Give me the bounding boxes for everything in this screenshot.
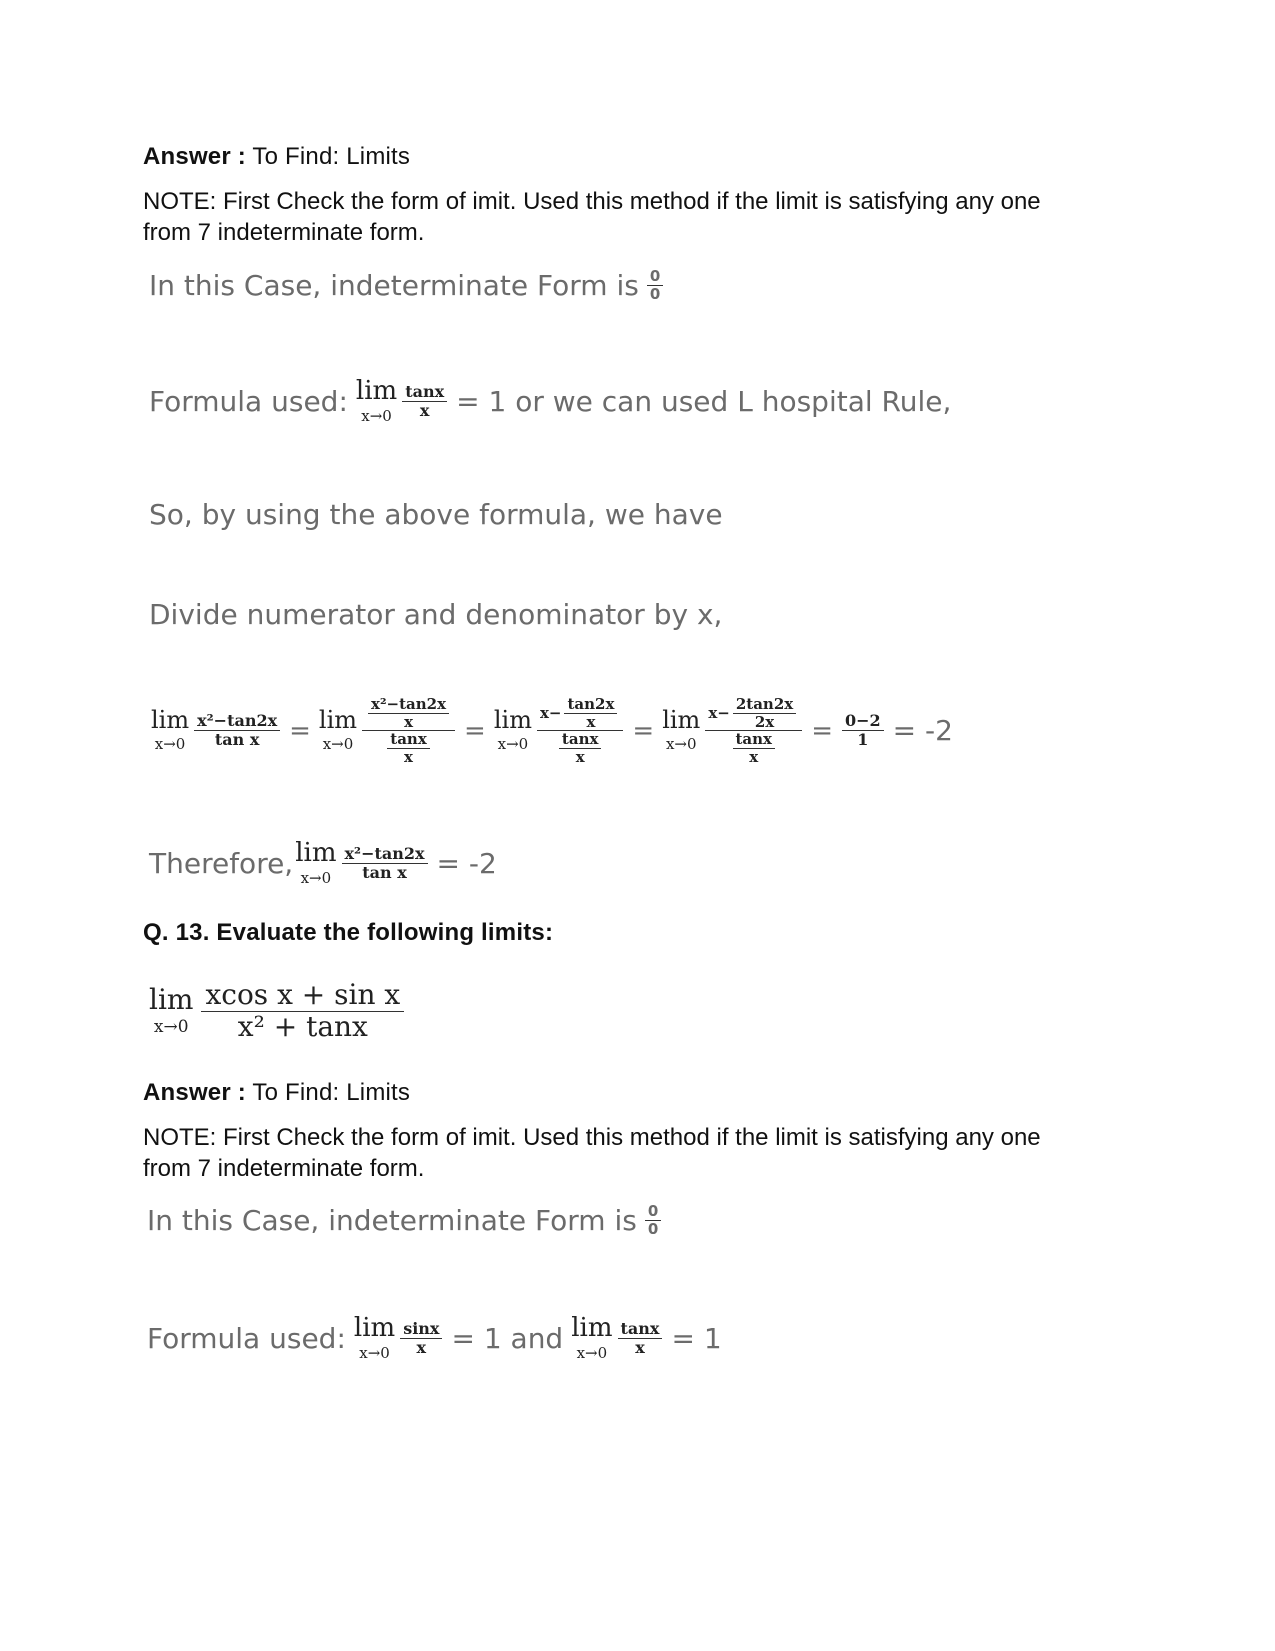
tanx-over-x: [618, 1320, 663, 1356]
lim-subscript: x→0: [154, 735, 186, 753]
numerator: x²−tan2x: [371, 695, 447, 713]
lim-word: lim: [355, 376, 398, 406]
case-text: In this Case, indeterminate Form is: [149, 268, 639, 302]
numerator: tanx: [405, 382, 445, 402]
limit-operator: [662, 708, 700, 753]
note-line-1: NOTE: First Check the form of imit. Used this method if the limit is satisfying any one: [143, 1124, 1041, 1151]
answer-line-2: [143, 1077, 410, 1108]
numerator: 0−2: [845, 711, 881, 731]
formula-middle: = 1 and: [451, 1322, 564, 1355]
answer-line: [143, 141, 410, 172]
numerator: x²−tan2x: [197, 711, 278, 731]
lim-subscript: x→0: [665, 735, 697, 753]
note-line-2: from 7 indeterminate form.: [143, 1155, 425, 1182]
numerator: tanx: [561, 730, 599, 748]
lim-word: lim: [151, 706, 190, 734]
indeterminate-form-line: [149, 268, 666, 302]
note-paragraph-2: [143, 1122, 1103, 1184]
lim-subscript: x→0: [153, 1016, 189, 1037]
form-fraction: [645, 1203, 661, 1237]
denominator: x: [404, 712, 414, 731]
numerator: xcos x + sin x: [205, 978, 401, 1011]
lim-word: lim: [149, 982, 194, 1016]
answer-label: Answer :: [143, 143, 246, 170]
lim-subscript: x→0: [322, 735, 354, 753]
lim-word: lim: [571, 1313, 613, 1343]
denominator: x: [749, 747, 759, 766]
numerator: tan2x: [567, 695, 615, 713]
fraction-1: [194, 712, 280, 748]
note-line-2: from 7 indeterminate form.: [143, 219, 425, 246]
denominator: tan x: [362, 863, 407, 882]
denominator: x² + tanx: [237, 1009, 368, 1043]
divide-line: Divide numerator and denominator by x,: [149, 598, 723, 631]
denominator: x: [419, 401, 430, 420]
inner-fraction: [368, 696, 449, 730]
compound-numerator: [705, 696, 802, 730]
lim-subscript: x→0: [359, 1344, 390, 1362]
case-text: In this Case, indeterminate Form is: [147, 1203, 637, 1237]
tanx-over-x: [402, 383, 447, 419]
compound-numerator: [537, 696, 623, 730]
limit-operator: [356, 378, 397, 425]
form-numerator: 0: [649, 267, 661, 285]
therefore-fraction: [342, 845, 428, 881]
lim-word: lim: [295, 838, 337, 868]
fraction-4: [705, 696, 802, 765]
limit-operator: [571, 1315, 612, 1362]
inner-fraction: [387, 731, 430, 765]
equals-sign: =: [632, 715, 655, 746]
equals-sign: =: [289, 715, 311, 746]
equals-sign: =: [811, 715, 833, 746]
answer-label: Answer :: [143, 1079, 246, 1106]
inner-fraction: [733, 696, 796, 730]
inner-fraction: [733, 731, 776, 765]
compound-denominator: [553, 731, 608, 765]
formula-label: Formula used:: [147, 1322, 346, 1355]
q13-fraction: [201, 980, 404, 1043]
denominator: x: [575, 747, 585, 766]
formula-rest: = 1 or we can used L hospital Rule,: [456, 385, 952, 418]
denominator: x: [404, 747, 413, 766]
denominator: 2x: [754, 712, 775, 731]
prefix: x−: [708, 703, 730, 722]
lim-word: lim: [493, 706, 532, 734]
lim-word: lim: [353, 1313, 396, 1343]
therefore-result: = -2: [436, 847, 497, 880]
fraction-2: [362, 696, 455, 765]
compound-numerator: [362, 696, 455, 730]
denominator: x: [586, 712, 596, 731]
compound-denominator: [727, 731, 782, 765]
numerator: 2tan2x: [735, 695, 794, 713]
lim-subscript: x→0: [576, 1344, 608, 1362]
formula-label: Formula used:: [149, 385, 348, 418]
numerator: tanx: [735, 730, 772, 748]
fraction-5: [842, 712, 884, 748]
formula-line-2: [147, 1315, 722, 1362]
limit-operator: [494, 708, 532, 753]
note-line-1: NOTE: First Check the form of imit. Used this method if the limit is satisfying any one: [143, 188, 1041, 215]
numerator: x²−tan2x: [344, 844, 425, 864]
equation-chain: [149, 696, 959, 765]
limit-operator: [151, 708, 189, 753]
prefix: x−: [539, 703, 562, 722]
to-find-text: To Find: Limits: [252, 1079, 411, 1106]
inner-fraction: [559, 731, 602, 765]
therefore-line: [149, 840, 497, 887]
note-paragraph: [143, 186, 1103, 248]
limit-operator: [354, 1315, 395, 1362]
limit-operator: [149, 982, 194, 1037]
numerator: sinx: [403, 1319, 440, 1339]
lim-subscript: x→0: [361, 407, 392, 425]
therefore-label: Therefore,: [149, 847, 294, 880]
sinx-over-x: [400, 1320, 442, 1356]
limit-operator: [319, 708, 357, 753]
formula-line-1: [149, 378, 951, 425]
equals-sign: =: [464, 715, 486, 746]
to-find-text: To Find: Limits: [252, 143, 411, 170]
limit-operator: [295, 840, 336, 887]
fraction-3: [537, 696, 623, 765]
lim-subscript: x→0: [300, 869, 332, 887]
question-13-expression: [147, 980, 407, 1043]
numerator: tanx: [390, 730, 427, 748]
compound-denominator: [381, 731, 436, 765]
form-denominator: 0: [649, 284, 661, 303]
denominator: x: [635, 1338, 645, 1357]
form-fraction: [647, 268, 663, 302]
denominator: 1: [857, 730, 869, 749]
formula-end: = 1: [671, 1322, 722, 1355]
inner-fraction: [564, 696, 617, 730]
form-numerator: 0: [647, 1202, 659, 1220]
so-line: So, by using the above formula, we have: [149, 498, 723, 531]
question-13-title: Q. 13. Evaluate the following limits:: [143, 919, 554, 946]
chain-result: = -2: [892, 714, 953, 747]
lim-word: lim: [318, 706, 358, 734]
denominator: tan x: [214, 730, 260, 749]
denominator: x: [416, 1338, 427, 1357]
lim-subscript: x→0: [497, 735, 529, 753]
form-denominator: 0: [647, 1219, 659, 1238]
lim-word: lim: [662, 706, 701, 734]
indeterminate-form-line-2: [147, 1203, 664, 1237]
numerator: tanx: [620, 1319, 660, 1339]
